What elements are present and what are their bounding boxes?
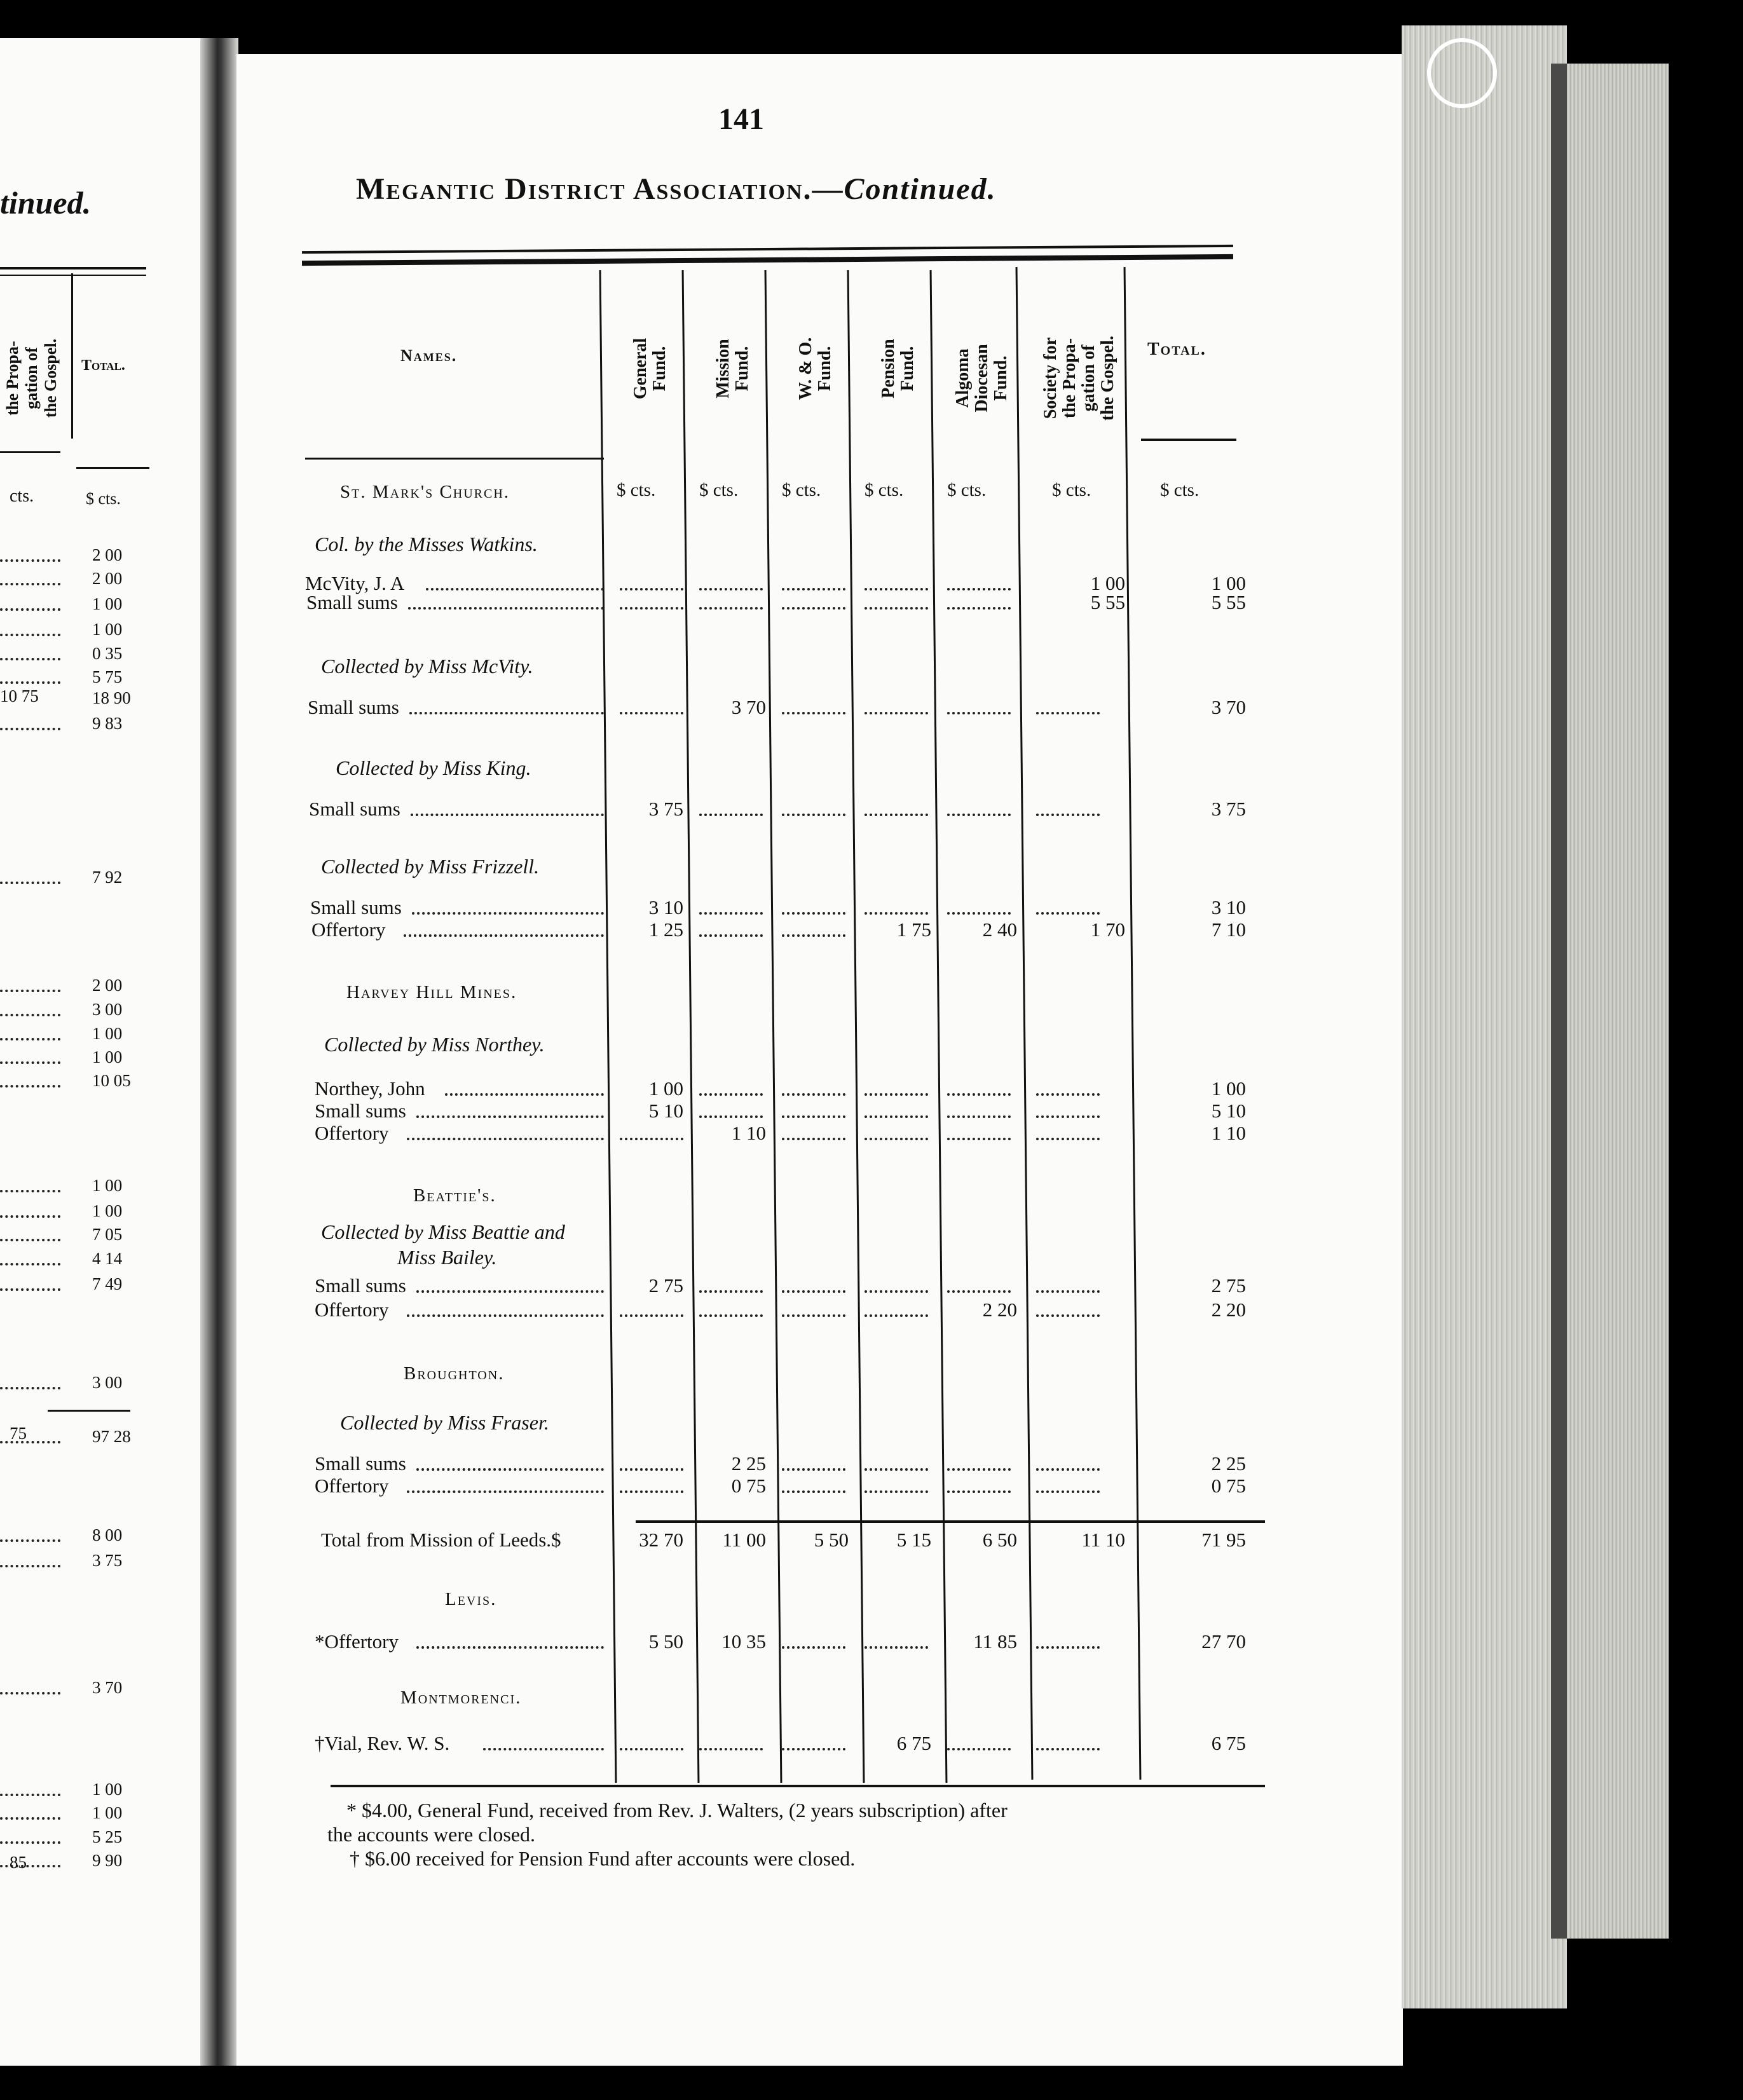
left-value: 1 00 bbox=[92, 620, 123, 639]
cell-spg: 1 70 bbox=[1090, 918, 1125, 941]
left-value: 1 00 bbox=[92, 1176, 123, 1195]
left-spg-header: the Propa- gation of the Gospel. bbox=[3, 338, 60, 418]
left-value: 0 35 bbox=[92, 644, 123, 663]
cell-general: 5 10 bbox=[648, 1100, 683, 1122]
leader-dots bbox=[408, 607, 604, 610]
leader-dots bbox=[412, 912, 604, 915]
leeds-total-rule bbox=[636, 1520, 1265, 1523]
empty-cell-dots bbox=[782, 1115, 845, 1118]
cell-mission: 10 35 bbox=[721, 1630, 766, 1653]
leader-dots bbox=[407, 1314, 604, 1317]
general-fund-header: General Fund. bbox=[631, 338, 669, 400]
empty-cell-dots bbox=[865, 814, 928, 816]
row-name: Northey, John bbox=[315, 1077, 425, 1100]
currency-label: $ cts. bbox=[1052, 480, 1091, 500]
pension-fund-header: Pension Fund. bbox=[878, 339, 917, 399]
row-name: Offertory bbox=[311, 918, 386, 941]
left-value: 5 75 bbox=[92, 667, 123, 686]
leader-dots bbox=[404, 934, 604, 937]
leader-dots bbox=[0, 1085, 60, 1088]
empty-cell-dots bbox=[1036, 1646, 1100, 1649]
leader-dots bbox=[0, 1239, 60, 1241]
collector-mcvity: Collected by Miss McVity. bbox=[321, 655, 533, 678]
empty-cell-dots bbox=[865, 1314, 928, 1317]
cell-pension: 5 15 bbox=[896, 1529, 931, 1551]
left-rule-3 bbox=[0, 451, 60, 453]
cell-wo: 5 50 bbox=[814, 1529, 849, 1551]
left-rule bbox=[0, 267, 146, 269]
empty-cell-dots bbox=[699, 1093, 763, 1096]
leader-dots bbox=[0, 990, 60, 992]
leader-dots bbox=[0, 882, 60, 884]
left-value: 1 00 bbox=[92, 1803, 123, 1822]
cell-total: 2 75 bbox=[1211, 1274, 1246, 1297]
cell-total: 1 00 bbox=[1211, 1077, 1246, 1100]
leader-dots bbox=[426, 588, 604, 590]
section-broughton: Broughton. bbox=[404, 1363, 505, 1384]
leader-dots bbox=[0, 1038, 60, 1040]
empty-cell-dots bbox=[699, 1748, 763, 1750]
cell-mission: 11 00 bbox=[722, 1529, 766, 1551]
empty-cell-dots bbox=[1036, 1138, 1100, 1140]
section-beatties: Beattie's. bbox=[413, 1185, 496, 1206]
cell-algoma: 2 20 bbox=[982, 1299, 1017, 1321]
empty-cell-dots bbox=[782, 1290, 845, 1293]
book-gutter bbox=[200, 38, 238, 2066]
left-value: 10 05 bbox=[92, 1071, 131, 1090]
cell-spg: 5 55 bbox=[1090, 591, 1125, 613]
names-header-rule bbox=[305, 458, 604, 460]
empty-cell-dots bbox=[865, 912, 928, 915]
cell-total: 3 70 bbox=[1211, 696, 1246, 718]
algoma-fund-header: Algoma Diocesan Fund. bbox=[953, 344, 1011, 412]
row-name: McVity, J. A bbox=[305, 572, 405, 594]
left-rule-2 bbox=[0, 275, 146, 276]
empty-cell-dots bbox=[699, 607, 763, 610]
leader-dots bbox=[416, 1115, 604, 1118]
empty-cell-dots bbox=[620, 1748, 683, 1750]
empty-cell-dots bbox=[1036, 712, 1100, 714]
page-edges bbox=[1402, 25, 1567, 2008]
cell-total: 2 25 bbox=[1211, 1452, 1246, 1475]
leader-dots bbox=[0, 1794, 60, 1796]
footnote-2: † $6.00 received for Pension Fund after accounts were closed. bbox=[350, 1847, 856, 1870]
empty-cell-dots bbox=[620, 1468, 683, 1471]
cell-total: 6 75 bbox=[1211, 1732, 1246, 1754]
collector-frizzell: Collected by Miss Frizzell. bbox=[321, 855, 540, 878]
leader-dots bbox=[0, 1692, 60, 1694]
leader-dots bbox=[407, 1490, 604, 1493]
leader-dots bbox=[0, 1288, 60, 1291]
cell-spg: 1 00 bbox=[1090, 572, 1125, 594]
cell-pension: 1 75 bbox=[896, 918, 931, 941]
empty-cell-dots bbox=[620, 588, 683, 590]
empty-cell-dots bbox=[782, 607, 845, 610]
empty-cell-dots bbox=[1036, 1490, 1100, 1493]
empty-cell-dots bbox=[865, 1138, 928, 1140]
leader-dots bbox=[0, 1565, 60, 1567]
empty-cell-dots bbox=[947, 1748, 1011, 1750]
cell-general: 1 00 bbox=[648, 1077, 683, 1100]
left-value: 7 05 bbox=[92, 1225, 123, 1244]
leader-dots bbox=[0, 583, 60, 585]
empty-cell-dots bbox=[699, 912, 763, 915]
cell-general: 1 25 bbox=[648, 918, 683, 941]
cell-total: 71 95 bbox=[1201, 1529, 1246, 1551]
empty-cell-dots bbox=[947, 912, 1011, 915]
leader-dots bbox=[0, 1817, 60, 1820]
cell-total: 27 70 bbox=[1201, 1630, 1246, 1653]
left-value: 1 00 bbox=[92, 594, 123, 613]
empty-cell-dots bbox=[947, 814, 1011, 816]
cell-total: 2 20 bbox=[1211, 1299, 1246, 1321]
collector-king: Collected by Miss King. bbox=[336, 756, 531, 779]
leader-dots bbox=[0, 608, 60, 611]
empty-cell-dots bbox=[947, 607, 1011, 610]
leader-dots bbox=[0, 658, 60, 660]
leader-dots bbox=[0, 1841, 60, 1844]
leader-dots bbox=[409, 712, 604, 714]
row-name: *Offertory bbox=[315, 1630, 399, 1653]
currency-label: $ cts. bbox=[782, 480, 821, 500]
cell-total: 5 55 bbox=[1211, 591, 1246, 613]
cell-total: 5 10 bbox=[1211, 1100, 1246, 1122]
left-value: 2 00 bbox=[92, 976, 123, 995]
left-value: 2 00 bbox=[92, 545, 123, 564]
empty-cell-dots bbox=[947, 1138, 1011, 1140]
empty-cell-dots bbox=[1036, 1093, 1100, 1096]
empty-cell-dots bbox=[782, 934, 845, 937]
left-value: 4 14 bbox=[92, 1249, 123, 1268]
leader-dots bbox=[445, 1093, 604, 1096]
row-name: Offertory bbox=[315, 1122, 389, 1144]
left-extra-value: 10 75 bbox=[0, 686, 39, 706]
empty-cell-dots bbox=[947, 1490, 1011, 1493]
empty-cell-dots bbox=[782, 1490, 845, 1493]
empty-cell-dots bbox=[947, 1468, 1011, 1471]
left-extra-value: 75 bbox=[10, 1424, 27, 1443]
empty-cell-dots bbox=[947, 588, 1011, 590]
collector-fraser: Collected by Miss Fraser. bbox=[340, 1411, 549, 1434]
wo-fund-header: W. & O. Fund. bbox=[796, 337, 835, 400]
empty-cell-dots bbox=[782, 1468, 845, 1471]
left-rule-4 bbox=[76, 467, 149, 469]
section-harvey-hill: Harvey Hill Mines. bbox=[346, 982, 517, 1002]
empty-cell-dots bbox=[865, 1093, 928, 1096]
leader-dots bbox=[0, 1263, 60, 1265]
left-value: 1 00 bbox=[92, 1780, 123, 1799]
section-montmorenci: Montmorenci. bbox=[400, 1688, 522, 1708]
leader-dots bbox=[0, 1387, 60, 1389]
leader-dots bbox=[416, 1290, 604, 1293]
row-name: Offertory bbox=[315, 1299, 389, 1321]
leader-dots bbox=[0, 1539, 60, 1542]
empty-cell-dots bbox=[865, 1490, 928, 1493]
cell-general: 3 75 bbox=[648, 798, 683, 820]
left-value: 3 00 bbox=[92, 1000, 123, 1019]
row-name: Small sums bbox=[310, 896, 402, 918]
names-header: Names. bbox=[400, 346, 458, 365]
cell-total: 0 75 bbox=[1211, 1475, 1246, 1497]
empty-cell-dots bbox=[865, 588, 928, 590]
cell-mission: 1 10 bbox=[731, 1122, 766, 1144]
cell-spg: 11 10 bbox=[1081, 1529, 1125, 1551]
left-total-cts-label: $ cts. bbox=[86, 489, 121, 508]
cell-mission: 0 75 bbox=[731, 1475, 766, 1497]
left-total-rule bbox=[48, 1410, 130, 1412]
empty-cell-dots bbox=[620, 607, 683, 610]
leader-dots bbox=[407, 1138, 604, 1140]
left-value: 8 00 bbox=[92, 1525, 123, 1544]
left-value: 1 00 bbox=[92, 1201, 123, 1220]
footnote-1: * $4.00, General Fund, received from Rev. J. Walters, (2 years subscription) after bbox=[346, 1799, 1008, 1822]
left-value: 1 00 bbox=[92, 1024, 123, 1043]
empty-cell-dots bbox=[620, 1138, 683, 1140]
currency-label: $ cts. bbox=[865, 480, 904, 500]
left-value: 3 75 bbox=[92, 1551, 123, 1570]
collector-beattie: Collected by Miss Beattie and bbox=[321, 1220, 565, 1243]
cell-mission: 3 70 bbox=[731, 696, 766, 718]
total-header: Total. bbox=[1147, 339, 1206, 359]
cell-general: 32 70 bbox=[639, 1529, 683, 1551]
empty-cell-dots bbox=[782, 712, 845, 714]
leader-dots bbox=[0, 1215, 60, 1218]
empty-cell-dots bbox=[1036, 814, 1100, 816]
section-levis: Levis. bbox=[445, 1589, 497, 1609]
empty-cell-dots bbox=[865, 1468, 928, 1471]
left-value: 5 25 bbox=[92, 1827, 123, 1846]
cell-mission: 2 25 bbox=[731, 1452, 766, 1475]
empty-cell-dots bbox=[782, 1748, 845, 1750]
empty-cell-dots bbox=[947, 712, 1011, 714]
page-number: 141 bbox=[718, 102, 764, 136]
left-value: 3 00 bbox=[92, 1373, 123, 1392]
empty-cell-dots bbox=[782, 1138, 845, 1140]
left-value: 9 83 bbox=[92, 714, 123, 733]
empty-cell-dots bbox=[699, 1290, 763, 1293]
empty-cell-dots bbox=[699, 1115, 763, 1118]
currency-label: $ cts. bbox=[947, 480, 987, 500]
page-edges-back bbox=[1567, 64, 1669, 1939]
empty-cell-dots bbox=[1036, 912, 1100, 915]
page-title: Megantic District Association.—Continued. bbox=[356, 172, 997, 206]
footnote-1-cont: the accounts were closed. bbox=[327, 1823, 535, 1846]
empty-cell-dots bbox=[947, 1093, 1011, 1096]
empty-cell-dots bbox=[782, 1314, 845, 1317]
leader-dots bbox=[411, 814, 604, 816]
empty-cell-dots bbox=[782, 912, 845, 915]
empty-cell-dots bbox=[865, 1646, 928, 1649]
cell-general: 3 10 bbox=[648, 896, 683, 918]
cell-total: 3 75 bbox=[1211, 798, 1246, 820]
leader-dots bbox=[0, 634, 60, 636]
empty-cell-dots bbox=[699, 1314, 763, 1317]
cell-general: 2 75 bbox=[648, 1274, 683, 1297]
left-page-title-fragment: tinued. bbox=[0, 185, 92, 221]
currency-label: $ cts. bbox=[617, 480, 656, 500]
empty-cell-dots bbox=[865, 1115, 928, 1118]
row-name: Small sums bbox=[306, 591, 398, 613]
left-value: 97 28 bbox=[92, 1427, 131, 1446]
empty-cell-dots bbox=[947, 1290, 1011, 1293]
row-name: Total from Mission of Leeds.$ bbox=[321, 1529, 561, 1551]
leader-dots bbox=[0, 1190, 60, 1192]
spg-fund-header: Society for the Propa- gation of the Gospel. bbox=[1041, 336, 1118, 421]
leader-dots bbox=[0, 681, 60, 684]
row-name: Small sums bbox=[308, 696, 399, 718]
currency-label: $ cts. bbox=[699, 480, 739, 500]
empty-cell-dots bbox=[699, 814, 763, 816]
table-bottom-rule bbox=[331, 1785, 1265, 1787]
page-edges-divider bbox=[1551, 64, 1569, 1939]
empty-cell-dots bbox=[782, 1646, 845, 1649]
empty-cell-dots bbox=[782, 814, 845, 816]
empty-cell-dots bbox=[1036, 1115, 1100, 1118]
row-name: Small sums bbox=[315, 1452, 406, 1475]
cell-pension: 6 75 bbox=[896, 1732, 931, 1754]
cell-algoma: 6 50 bbox=[982, 1529, 1017, 1551]
leader-dots bbox=[0, 559, 60, 562]
left-vline bbox=[71, 273, 73, 439]
empty-cell-dots bbox=[782, 588, 845, 590]
empty-cell-dots bbox=[1036, 1468, 1100, 1471]
cell-algoma: 11 85 bbox=[973, 1630, 1017, 1653]
empty-cell-dots bbox=[865, 712, 928, 714]
empty-cell-dots bbox=[699, 934, 763, 937]
row-name: Small sums bbox=[315, 1274, 406, 1297]
empty-cell-dots bbox=[865, 1290, 928, 1293]
cell-total: 1 00 bbox=[1211, 572, 1246, 594]
leader-dots bbox=[0, 1061, 60, 1064]
row-name: Small sums bbox=[315, 1100, 406, 1122]
left-value: 9 90 bbox=[92, 1851, 123, 1870]
leader-dots bbox=[0, 1014, 60, 1016]
collector-watkins: Col. by the Misses Watkins. bbox=[315, 533, 538, 556]
cell-general: 5 50 bbox=[648, 1630, 683, 1653]
leader-dots bbox=[0, 728, 60, 730]
currency-label: $ cts. bbox=[1160, 480, 1200, 500]
left-value: 1 00 bbox=[92, 1047, 123, 1067]
left-value: 7 92 bbox=[92, 868, 123, 887]
left-value: 7 49 bbox=[92, 1274, 123, 1293]
empty-cell-dots bbox=[699, 588, 763, 590]
collector-northey: Collected by Miss Northey. bbox=[324, 1033, 545, 1056]
empty-cell-dots bbox=[782, 1093, 845, 1096]
leader-dots bbox=[416, 1646, 604, 1649]
empty-cell-dots bbox=[865, 607, 928, 610]
left-cts-label: cts. bbox=[10, 486, 34, 506]
row-name: Small sums bbox=[309, 798, 400, 820]
empty-cell-dots bbox=[1036, 1290, 1100, 1293]
left-total-header: Total. bbox=[81, 357, 125, 374]
library-stamp-icon bbox=[1427, 38, 1497, 108]
cell-total: 1 10 bbox=[1211, 1122, 1246, 1144]
cell-algoma: 2 40 bbox=[982, 918, 1017, 941]
left-extra-value: 85 bbox=[10, 1853, 27, 1872]
section-st-marks: St. Mark's Church. bbox=[340, 482, 510, 502]
left-value: 18 90 bbox=[92, 688, 131, 707]
leader-dots bbox=[416, 1468, 604, 1471]
total-header-rule bbox=[1141, 439, 1236, 441]
leader-dots bbox=[483, 1748, 604, 1750]
cell-total: 3 10 bbox=[1211, 896, 1246, 918]
empty-cell-dots bbox=[620, 712, 683, 714]
left-value: 3 70 bbox=[92, 1678, 123, 1697]
empty-cell-dots bbox=[620, 1314, 683, 1317]
collector-bailey: Miss Bailey. bbox=[397, 1246, 497, 1269]
row-name: Offertory bbox=[315, 1475, 389, 1497]
mission-fund-header: Mission Fund. bbox=[713, 339, 752, 399]
empty-cell-dots bbox=[947, 1115, 1011, 1118]
row-name: †Vial, Rev. W. S. bbox=[315, 1732, 450, 1754]
empty-cell-dots bbox=[1036, 1314, 1100, 1317]
cell-total: 7 10 bbox=[1211, 918, 1246, 941]
empty-cell-dots bbox=[620, 1490, 683, 1493]
empty-cell-dots bbox=[1036, 1748, 1100, 1750]
left-value: 2 00 bbox=[92, 569, 123, 588]
